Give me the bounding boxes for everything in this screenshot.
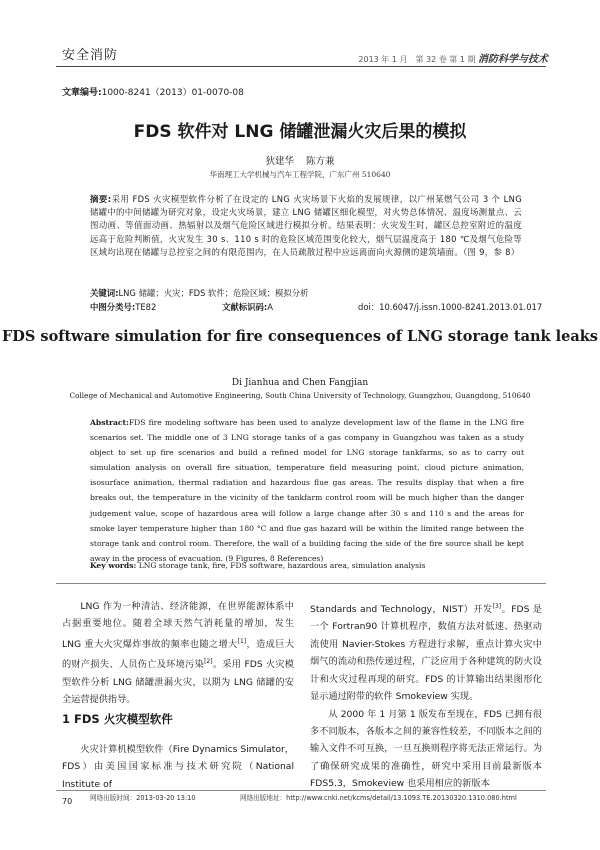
intro-text-c: 。采用 FDS 火灾模型软件分析 LNG 储罐泄漏火灾，以期为 LNG 储罐的安全运营提供指导。 xyxy=(62,659,294,706)
body-right-column xyxy=(310,598,542,793)
title-english: FDS software simulation for fire consequences of LNG storage tank leaks xyxy=(2,328,598,345)
section-1-heading: 1 FDS 火灾模型软件 xyxy=(62,712,173,726)
right-paragraph-1 xyxy=(310,598,542,706)
ref-1: [1] xyxy=(237,637,247,645)
code-label: 文献标识码: xyxy=(222,302,268,312)
intro-text-b: ，造成巨大的财产损失、人员伤亡及环境污染 xyxy=(62,638,295,671)
right-paragraph-2: 从 2000 年 1 月第 1 版发布至现在，FDS 已拥有很多不同版本，各版本之间的兼容性较差，不同版本之间的输入文件不可互换，一旦互换则程序将无法正常运行。为了确保研究成果的准确性，研究中采用目前最新版本 FDS5.3，Smokeview 也采用相应的新版本 xyxy=(310,708,542,790)
body-left-column xyxy=(62,598,294,709)
keywords-english xyxy=(90,561,524,570)
keywords-cn-text: LNG 储罐；火灾；FDS 软件；危险区域；模拟分析 xyxy=(118,288,309,298)
body-left-column-section xyxy=(62,741,294,793)
keywords-en-text: LNG storage tank, fire, FDS software, hazardous area, simulation analysis xyxy=(138,561,426,570)
page-number: 70 xyxy=(62,797,73,806)
online-publish-address: 网络出版地址：http://www.cnki.net/kcms/detail/13.1093.TE.20130320.1310.080.html xyxy=(240,794,517,802)
journal-section-label: 安全消防 xyxy=(62,48,119,63)
authors-english: Di Jianhua and Chen Fangjian xyxy=(231,378,369,388)
authors-chinese xyxy=(0,153,600,167)
abstract-en-text: FDS fire modeling software has been used to analyze development law of the flame in the LNG fire scenarios set. The middle one of 3 LNG storage tanks of a gas company in Guangzhou was taken as a study object to set up fire scenarios and build a refined model for LNG storage tankfarms, so as to carry out simulation analysis on overall fire situation, temperature field measuring point, cloud picture animation, isosurface animation, thermal radiation and hazardous flue gas areas. The results display that when a fire breaks out, the temperature in the vicinity of the tankfarm control room will be much higher than the danger judgement value, scope of hazardous area will follow a large change after 30 s and 110 s and the areas for smoke layer temperature higher than 180 °C and flue gas hazard will be within the limited range between the storage tank and control room. Therefore, the wall of a building facing the side of the fire source shall be kept away in the process of evacuation. (9 Figures, 8 References) xyxy=(90,418,524,563)
code-value: A xyxy=(267,302,273,312)
issue-text: 2013 年 1 月 第 32 卷 第 1 期 xyxy=(358,55,476,64)
header-divider xyxy=(56,66,546,67)
footer-divider xyxy=(56,790,546,791)
right-text-a: Standards and Technology，NIST）开发 xyxy=(310,604,493,616)
keywords-cn-label: 关键词: xyxy=(90,288,119,298)
abstract-chinese xyxy=(90,193,522,259)
article-number xyxy=(62,85,244,98)
clc-label: 中图分类号: xyxy=(90,302,136,312)
section-1-paragraph: 火灾计算机模型软件（Fire Dynamics Simulator，FDS）由美国国家标准与技术研究院（National Institute of xyxy=(62,744,294,790)
intro-text-a: LNG 作为一种清洁、经济能源，在世界能源体系中占据重要地位。随着全球天然气消耗量的增加，发生 LNG 重大火灾爆炸事故的频率也随之增大 xyxy=(62,601,294,650)
abstract-english xyxy=(90,415,524,566)
article-number-label: 文章编号: xyxy=(62,88,102,98)
abstract-divider xyxy=(56,583,546,584)
abstract-en-label: Abstract: xyxy=(90,418,129,427)
right-text-b: 。FDS 是一个 Fortran90 计算机程序，数值方法对低速、热驱动流使用 Navier-Stokes 方程进行求解，重点计算火灾中烟气的流动和热传递过程，广泛应用于各种建筑的防火设计和火灾过程再现的研究。FDS 的计算输出结果图形化显示通过附带的软件 Smokeview 实现。 xyxy=(310,604,542,703)
journal-brand-logo: 消防科学与技术 xyxy=(478,54,548,65)
issue-info xyxy=(358,50,548,65)
online-publish-time: 网络出版时间：2013-03-20 13:10 xyxy=(90,794,196,802)
affiliation-english: College of Mechanical and Automotive Engineering, South China University of Technology, Guangzhou, Guangdong, 510640 xyxy=(69,391,531,400)
title-chinese: FDS 软件对 LNG 储罐泄漏火灾后果的模拟 xyxy=(133,122,467,142)
document-code xyxy=(222,301,273,313)
affiliation-chinese: 华南理工大学机械与汽车工程学院，广东广州 510640 xyxy=(209,170,391,179)
intro-paragraph xyxy=(62,598,294,709)
doi: doi：10.6047/j.issn.1000-8241.2013.01.017 xyxy=(358,302,543,312)
keywords-chinese xyxy=(90,287,309,299)
article-number-value: 1000-8241（2013）01-0070-08 xyxy=(101,88,244,98)
clc-number xyxy=(90,301,156,313)
author-1: 狄建华 xyxy=(265,156,294,167)
abstract-cn-text: 采用 FDS 火灾模型软件分析了在设定的 LNG 火灾场景下火焰的发展规律，以广州某燃气公司 3 个 LNG 储罐中的中间储罐为研究对象，设定火灾场景，建立 LNG 储罐区细化模型，对火势总体情况、温度场测量点、云图动画、等值面动画、热辐射以及烟气危险区域进行模拟分析。结果表明：火灾发生时，罐区总控室附近的温度远高于危险判断值，火灾发生 30 s、110 s 时的危险区域范围变化较大，烟气层温度高于 180 ℃及烟气危险等区域均出现在储罐与总控室之间的有限范围内，在人员疏散过程中应远离面向火源侧的建筑墙面。（图 9，参 8） xyxy=(90,194,522,257)
abstract-cn-label: 摘要: xyxy=(90,194,112,204)
ref-2: [2] xyxy=(204,658,213,666)
ref-3: [3] xyxy=(492,603,502,610)
author-2: 陈方兼 xyxy=(306,156,335,167)
clc-value: TE82 xyxy=(135,302,157,312)
keywords-en-label: Key words: xyxy=(90,561,137,570)
